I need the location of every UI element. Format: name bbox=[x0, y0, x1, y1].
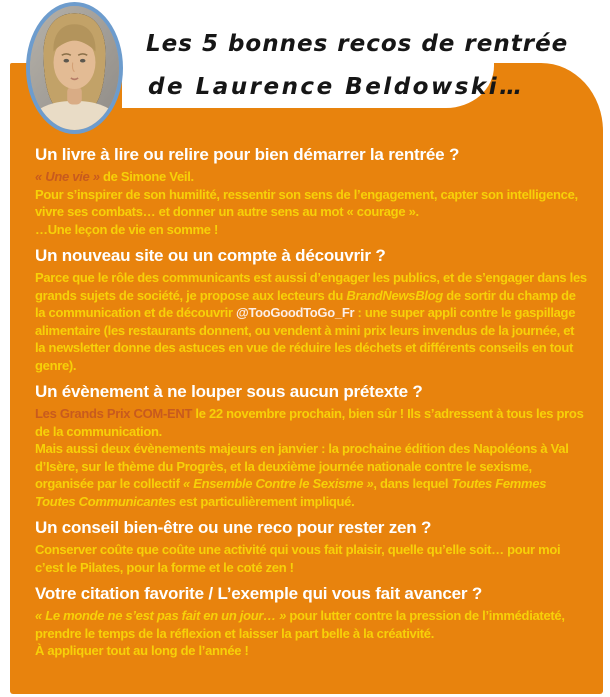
qa-section bbox=[35, 518, 587, 576]
answer-text: Mais aussi deux évènements majeurs en janvier : la prochaine édition des Napoléons à Val d’Isère, sur le thème du Progrès, et la deuxième journée nationale contre le sexisme, organisée par le collectif bbox=[35, 441, 569, 491]
answer-link[interactable]: « Une vie » bbox=[35, 169, 100, 184]
qa-list bbox=[35, 145, 587, 668]
answer-text: , dans lequel bbox=[373, 476, 452, 491]
answer-text: Parce que le rôle des communicants est aussi d’engager les publics, et de s’engager dans les grands sujets de société, je propose aux lecteurs du bbox=[35, 270, 587, 303]
answer-paragraph bbox=[35, 541, 587, 576]
answer-text: …Une leçon de vie en somme ! bbox=[35, 221, 219, 237]
qa-section bbox=[35, 382, 587, 510]
answer-paragraph bbox=[35, 642, 587, 660]
answer-mention-link[interactable]: @TooGoodToGo_Fr bbox=[236, 305, 355, 320]
answer-text: Pour s’inspirer de son humilité, ressentir son sens de l’engagement, capter son intelligence, vivre ses combats… et donner un autre sens au mot « courage ». bbox=[35, 186, 578, 219]
answer-text: de sortir du champ de la communication et de découvrir bbox=[35, 287, 576, 320]
answer-text: : une super appli contre le gaspillage alimentaire (les restaurants donnent, ou vendent à mini prix leurs invendus de la journée, et la newsletter donne des astuces en vue de réduire les déchets et différents conseils en tout genre). bbox=[35, 305, 576, 373]
answer-paragraph bbox=[35, 168, 587, 186]
answer-text: de Simone Veil. bbox=[99, 169, 194, 184]
question-text: Un nouveau site ou un compte à découvrir ? bbox=[35, 246, 386, 265]
answer-paragraph bbox=[35, 405, 587, 440]
page-title-line1: Les 5 bonnes recos de rentrée bbox=[146, 31, 569, 57]
answer-text: À appliquer tout au long de l’année ! bbox=[35, 643, 249, 658]
question-text: Un livre à lire ou relire pour bien démarrer la rentrée ? bbox=[35, 145, 460, 164]
question-text: Un évènement à ne louper sous aucun prétexte ? bbox=[35, 382, 423, 401]
answer-paragraph bbox=[35, 269, 587, 374]
answer-text: Toutes Femmes Toutes Communicantes bbox=[35, 476, 547, 509]
qa-section bbox=[35, 246, 587, 374]
avatar bbox=[26, 2, 123, 134]
answer-text: le 22 novembre prochain, bien sûr ! Ils s’adressent à tous les pros de la communication. bbox=[35, 406, 584, 439]
answer-text: pour lutter contre la pression de l’immédiateté, prendre le temps de la réflexion et laisser la part belle à la créativité. bbox=[35, 608, 565, 641]
question-text: Votre citation favorite / L’exemple qui vous fait avancer ? bbox=[35, 584, 483, 603]
portrait-photo-icon bbox=[30, 6, 119, 130]
qa-section bbox=[35, 145, 587, 238]
answer-paragraph bbox=[35, 221, 587, 239]
answer-paragraph bbox=[35, 607, 587, 642]
question-text: Un conseil bien-être ou une reco pour rester zen ? bbox=[35, 518, 432, 537]
answer-text: « Le monde ne s’est pas fait en un jour… » bbox=[35, 608, 287, 623]
qa-section bbox=[35, 584, 587, 660]
answer-text: BrandNewsBlog bbox=[346, 287, 443, 303]
answer-paragraph bbox=[35, 440, 587, 510]
answer-link[interactable]: Les Grands Prix COM-ENT bbox=[35, 406, 193, 421]
page-title-line2: de Laurence Beldowski… bbox=[148, 74, 525, 100]
answer-text: Conserver coûte que coûte une activité qui vous fait plaisir, quelle qu’elle soit… pour moi c’est le Pilates, pour la forme et le coté zen ! bbox=[35, 542, 561, 575]
answer-paragraph bbox=[35, 186, 587, 221]
answer-text: est particulièrement impliqué. bbox=[175, 493, 355, 509]
answer-text: « Ensemble Contre le Sexisme » bbox=[182, 476, 374, 491]
